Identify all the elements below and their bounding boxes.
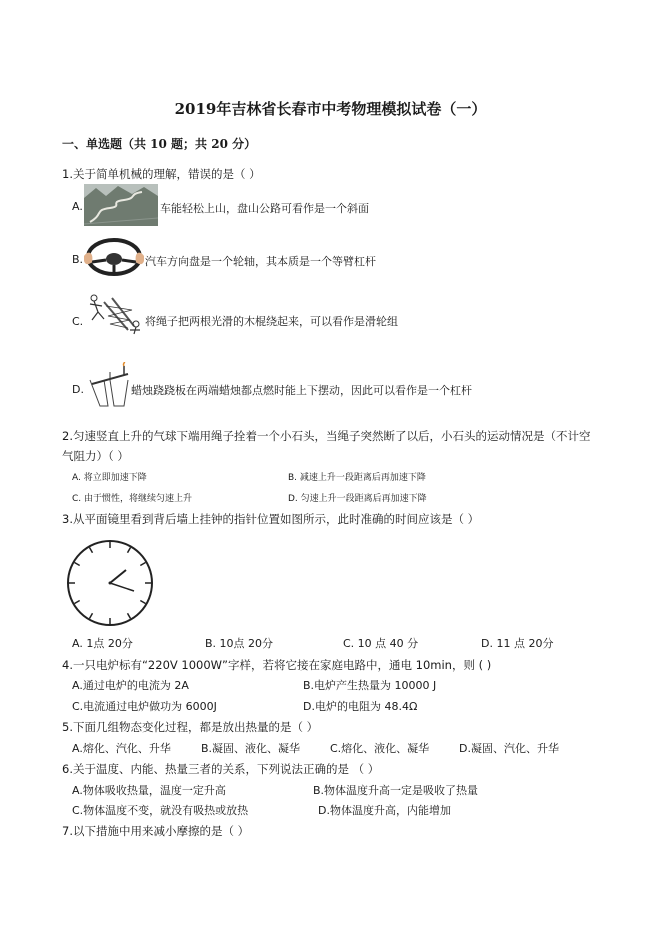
q3-option-c: C. 10 点 40 分 [343,637,419,650]
q5-option-d: D.凝固、汽化、升华 [459,742,559,755]
q5-option-c: C.熔化、液化、凝华 [330,742,430,755]
q1-option-b-text: 汽车方向盘是一个轮轴，其本质是一个等臂杠杆 [145,255,376,268]
q4-option-d: D.电炉的电阻为 48.4Ω [303,700,418,713]
page-title: 2019年吉林省长春市中考物理模拟试卷（一） [174,100,487,118]
clock-tick [140,563,145,566]
q1-option-d-letter: D. [72,383,84,396]
q4-option-c: C.电流通过电炉做功为 6000J [72,700,217,713]
q5-stem: 5.下面几组物态变化过程，都是放出热量的是（ ） [62,720,319,734]
steering-wheel-image [84,236,144,278]
q7-stem: 7.以下措施中用来减小摩擦的是（ ） [62,824,250,838]
q6-option-c: C.物体温度不变，就没有吸热或放热 [72,804,249,817]
q6-stem: 6.关于温度、内能、热量三者的关系，下列说法正确的是 （ ） [62,762,380,776]
candle-seesaw-image [86,362,132,408]
q3-stem: 3.从平面镜里看到背后墙上挂钟的指针位置如图所示，此时准确的时间应该是（ ） [62,512,480,526]
q5-option-b: B.凝固、液化、凝华 [201,742,301,755]
q5-option-a: A.熔化、汽化、升华 [72,742,171,755]
q4-stem: 4.一只电炉标有“220V 1000W”字样，若将它接在家庭电路中，通电 10min，则 ( ) [62,658,492,672]
clock-tick [128,613,131,618]
clock-tick [140,601,145,604]
q1-option-c-letter: C. [72,315,84,328]
q1-option-a-text: 车能轻松上山，盘山公路可看作是一个斜面 [160,202,369,215]
mountain-road-image [84,184,158,226]
q2-option-a: A. 将立即加速下降 [72,473,147,483]
q3-option-a: A. 1点 20分 [72,637,133,650]
q4-option-b: B.电炉产生热量为 10000 J [303,679,437,692]
q2-stem-line1: 2.匀速竖直上升的气球下端用绳子拴着一个小石头，当绳子突然断了以后，小石头的运动情况是（不计空 [62,429,591,443]
clock-tick [90,547,93,552]
clock-tick [128,547,131,552]
q1-stem: 1.关于简单机械的理解，错误的是（ ） [62,167,261,181]
q2-option-d: D. 匀速上升一段距离后再加速下降 [288,494,427,504]
q1-option-d-text: 蜡烛跷跷板在两端蜡烛都点燃时能上下摆动，因此可以看作是一个杠杆 [131,384,472,397]
q1-option-b-letter: B. [72,253,84,266]
q6-option-a: A.物体吸收热量，温度一定升高 [72,784,226,797]
clock-tick [74,563,79,566]
clock-face-image [64,537,156,629]
q1-option-c-text: 将绳子把两根光滑的木棍绕起来，可以看作是滑轮组 [145,315,398,328]
clock-tick [90,613,93,618]
q6-option-d: D.物体温度升高，内能增加 [318,804,451,817]
clock-tick [74,601,79,604]
q3-option-b: B. 10点 20分 [205,637,274,650]
section-heading: 一、单选题（共 10 题；共 20 分） [62,137,257,151]
q6-option-b: B.物体温度升高一定是吸收了热量 [313,784,479,797]
q3-option-d: D. 11 点 20分 [481,637,554,650]
q2-stem-line2: 气阻力）（ ） [62,449,129,463]
q1-option-a-letter: A. [72,200,83,213]
q2-option-b: B. 减速上升一段距离后再加速下降 [288,473,426,483]
q4-option-a: A.通过电炉的电流为 2A [72,679,189,692]
rope-sticks-image [84,290,144,336]
q2-option-c: C. 由于惯性，将继续匀速上升 [72,494,193,504]
